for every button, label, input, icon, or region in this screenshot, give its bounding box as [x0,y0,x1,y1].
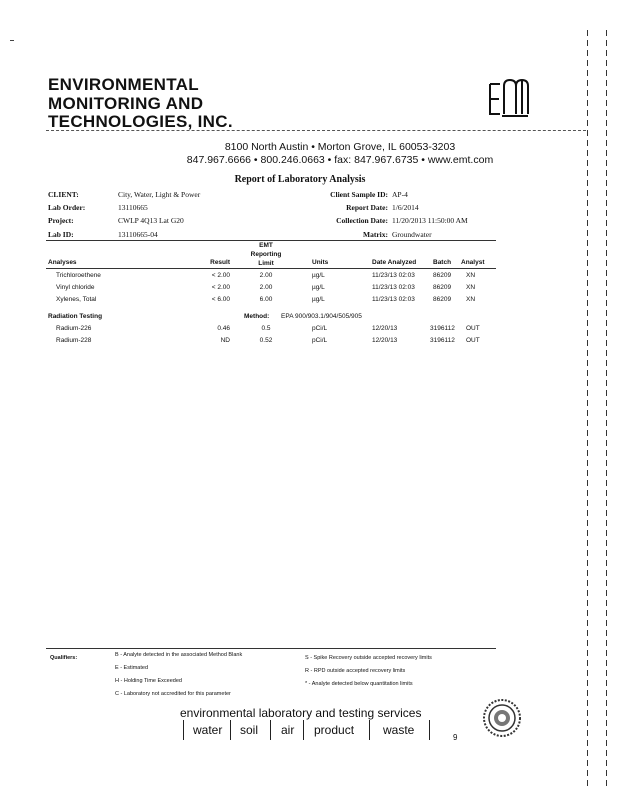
qualifier-s: S - Spike Recovery outside accepted recovery limits [305,655,432,661]
row-date: 12/20/13 [372,337,398,344]
row-units: µg/L [312,272,325,279]
qualifier-r: R - RPD outside accepted recovery limits [305,668,406,674]
table-header-divider [46,268,496,269]
row-batch: 86209 [433,296,452,303]
col-analyses: Analyses [48,259,77,266]
row-analyst: OUT [466,337,480,344]
col-limit-line1: EMT [259,242,273,249]
info-divider [46,240,496,241]
row-units: pCi/L [312,325,328,332]
footer-waste: waste [383,723,415,737]
row-analyst: XN [466,284,476,291]
row-analysis: Radium-228 [56,337,92,344]
row-units: µg/L [312,284,325,291]
footer-separator [369,720,370,740]
footer-separator [230,720,231,740]
radiation-header: Radiation Testing [48,313,103,320]
footer-product: product [314,723,355,737]
lab-order-value: 13110665 [118,203,148,212]
row-analyst: OUT [466,325,480,332]
collection-date-label: Collection Date: [336,216,388,225]
qualifier-h: H - Holding Time Exceeded [115,678,182,684]
lab-id-label: Lab ID: [48,230,74,239]
row-limit: 0.5 [261,325,271,332]
matrix-value: Groundwater [392,230,432,239]
qualifier-c: C - Laboratory not accredited for this parameter [115,691,231,697]
method-label: Method: [244,313,270,320]
row-analyst: XN [466,272,476,279]
footer-separator [429,720,430,740]
row-batch: 3196112 [430,337,455,344]
col-units: Units [312,259,329,266]
emt-logo-icon [484,74,532,122]
client-sample-value: AP-4 [392,190,408,199]
footer-services: environmental laboratory and testing services [180,706,422,720]
row-result: 0.46 [217,325,230,332]
row-analysis: Radium-226 [56,325,92,332]
row-units: pCi/L [312,337,328,344]
method-value: EPA 900/903.1/904/505/905 [281,313,362,320]
row-limit: 2.00 [259,284,273,291]
col-date: Date Analyzed [372,259,417,266]
footer-soil: soil [240,723,259,737]
col-limit-line2: Reporting [250,251,282,258]
row-analysis: Trichloroethene [56,272,101,279]
row-result: < 2.00 [211,272,230,279]
report-date-label: Report Date: [346,203,388,212]
project-value: CWLP 4Q13 Lat G20 [118,216,184,225]
footer-separator [183,720,184,740]
row-analyst: XN [466,296,476,303]
col-limit-line3: Limit [258,260,274,267]
company-name-line3: TECHNOLOGIES, INC. [48,112,233,131]
col-result: Result [210,259,230,266]
row-result: < 2.00 [211,284,230,291]
qualifier-e: E - Estimated [115,665,149,671]
project-label: Project: [48,216,74,225]
row-batch: 3196112 [430,325,455,332]
footer-water: water [193,723,223,737]
company-name-line2: MONITORING AND [48,93,204,113]
row-date: 11/23/13 02:03 [372,296,415,303]
row-result: ND [220,337,230,344]
fax-artifact [10,40,14,41]
footer-separator [303,720,304,740]
page-number: 9 [453,733,458,742]
row-result: < 6.00 [211,296,230,303]
company-name [48,76,233,132]
company-contact: 847.967.6666 • 800.246.0663 • fax: 847.967.6735 • www.emt.com [186,154,494,166]
lab-id-value: 13110665-04 [118,230,158,239]
collection-date-value: 11/20/2013 11:50:00 AM [392,216,468,225]
company-name-line1: ENVIRONMENTAL [48,75,199,94]
row-analysis: Xylenes, Total [56,296,97,303]
header-divider [46,130,586,131]
report-date-value: 1/6/2014 [392,203,419,212]
row-batch: 86209 [433,272,452,279]
company-address: 8100 North Austin • Morton Grove, IL 60053-3203 [224,141,456,153]
row-limit: 0.52 [259,337,273,344]
row-date: 11/23/13 02:03 [372,272,415,279]
row-analysis: Vinyl chloride [56,284,95,291]
client-sample-label: Client Sample ID: [330,190,388,199]
qualifiers-divider [46,648,496,649]
col-analyst: Analyst [461,259,485,266]
row-limit: 2.00 [259,272,273,279]
row-batch: 86209 [433,284,452,291]
client-value: City, Water, Light & Power [118,190,201,199]
row-date: 11/23/13 02:03 [372,284,415,291]
accreditation-seal-icon [482,698,522,738]
right-edge-line [587,30,588,790]
qualifiers-label: Qualifiers: [50,655,78,661]
lab-order-label: Lab Order: [48,203,86,212]
col-batch: Batch [433,259,452,266]
client-label: CLIENT: [48,190,79,199]
footer-air: air [281,723,295,737]
qualifier-star: * - Analyte detected below quantitation limits [305,681,413,687]
row-date: 12/20/13 [372,325,398,332]
right-edge-line-outer [606,30,607,790]
row-units: µg/L [312,296,325,303]
matrix-label: Matrix: [363,230,388,239]
footer-separator [270,720,271,740]
qualifier-b: B - Analyte detected in the associated Method Blank [115,652,243,658]
row-limit: 6.00 [259,296,273,303]
report-title: Report of Laboratory Analysis [234,174,366,185]
